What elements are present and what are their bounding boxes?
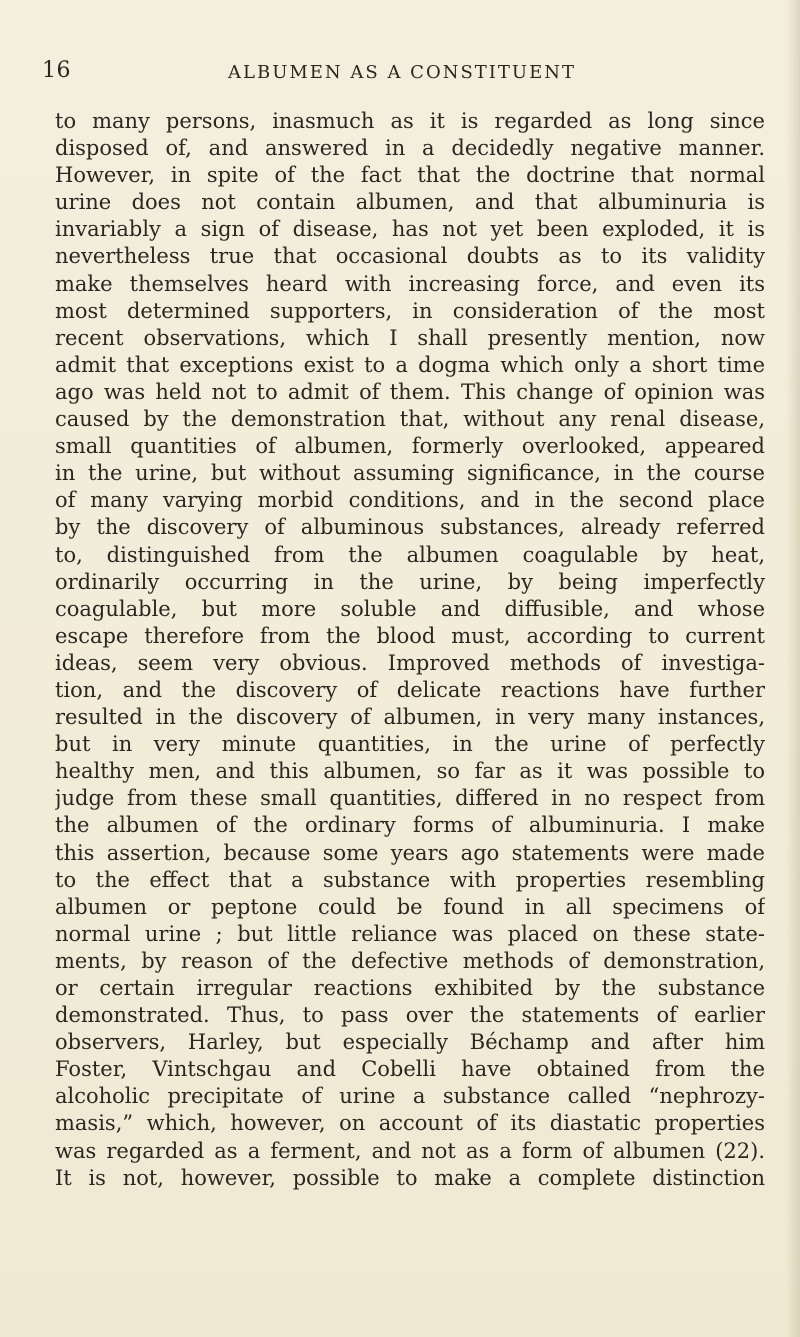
text-line: It is not, however, possible to make a complete distinction: [55, 1165, 765, 1190]
text-line: normal urine ; but little reliance was placed on these state-: [55, 921, 765, 946]
text-line: this assertion, because some years ago statements were made: [55, 840, 765, 865]
text-line: invariably a sign of disease, has not yet been exploded, it is: [55, 217, 765, 242]
page-header: [42, 58, 762, 88]
text-line: alcoholic precipitate of urine a substance called “nephrozy-: [55, 1084, 765, 1109]
text-line: make themselves heard with increasing force, and even its: [55, 271, 765, 296]
text-line: albumen or peptone could be found in all specimens of: [55, 894, 765, 919]
text-line: Foster, Vintschgau and Cobelli have obtained from the: [55, 1057, 765, 1082]
text-line: masis,” which, however, on account of its diastatic properties: [55, 1111, 765, 1136]
text-line: nevertheless true that occasional doubts as to its validity: [55, 244, 765, 269]
body-text: [55, 108, 765, 1192]
text-line: demonstrated. Thus, to pass over the statements of earlier: [55, 1003, 765, 1028]
text-line: observers, Harley, but especially Béchamp and after him: [55, 1030, 765, 1055]
text-line: disposed of, and answered in a decidedly negative manner.: [55, 136, 765, 161]
text-line: or certain irregular reactions exhibited by the substance: [55, 976, 765, 1000]
text-line: urine does not contain albumen, and that albuminuria is: [55, 190, 765, 215]
text-line: ago was held not to admit of them. This change of opinion was: [55, 379, 765, 404]
text-line: was regarded as a ferment, and not as a form of albumen (22).: [55, 1138, 765, 1163]
text-line: However, in spite of the fact that the doctrine that normal: [55, 163, 765, 188]
text-line: most determined supporters, in consideration of the most: [55, 298, 765, 323]
text-line: tion, and the discovery of delicate reactions have further: [55, 677, 765, 702]
text-line: coagulable, but more soluble and diffusible, and whose: [55, 596, 765, 621]
text-line: in the urine, but without assuming significance, in the course: [55, 461, 765, 486]
running-head: ALBUMEN AS A CONSTITUENT: [228, 62, 576, 83]
text-line: escape therefore from the blood must, according to current: [55, 623, 765, 648]
page-number: 16: [42, 58, 71, 83]
text-line: of many varying morbid conditions, and in the second place: [55, 488, 765, 513]
text-line: admit that exceptions exist to a dogma which only a short time: [55, 352, 765, 377]
text-line: by the discovery of albuminous substances, already referred: [55, 515, 765, 540]
text-line: to many persons, inasmuch as it is regarded as long since: [55, 109, 765, 133]
text-line: small quantities of albumen, formerly overlooked, appeared: [55, 434, 765, 459]
text-line: caused by the demonstration that, without any renal disease,: [55, 407, 765, 432]
text-line: to the effect that a substance with properties resembling: [55, 867, 765, 892]
text-line: recent observations, which I shall presently mention, now: [55, 325, 765, 350]
text-line: but in very minute quantities, in the urine of perfectly: [55, 732, 765, 757]
page-edge-shadow: [786, 0, 800, 1337]
text-line: to, distinguished from the albumen coagulable by heat,: [55, 542, 765, 567]
text-line: healthy men, and this albumen, so far as it was possible to: [55, 759, 765, 784]
text-line: ideas, seem very obvious. Improved methods of investiga-: [55, 650, 765, 675]
text-line: ments, by reason of the defective methods of demonstration,: [55, 948, 765, 973]
text-line: judge from these small quantities, differed in no respect from: [55, 786, 765, 811]
text-line: resulted in the discovery of albumen, in very many instances,: [55, 705, 765, 730]
text-line: ordinarily occurring in the urine, by being imperfectly: [55, 569, 765, 594]
text-line: the albumen of the ordinary forms of albuminuria. I make: [55, 813, 765, 838]
